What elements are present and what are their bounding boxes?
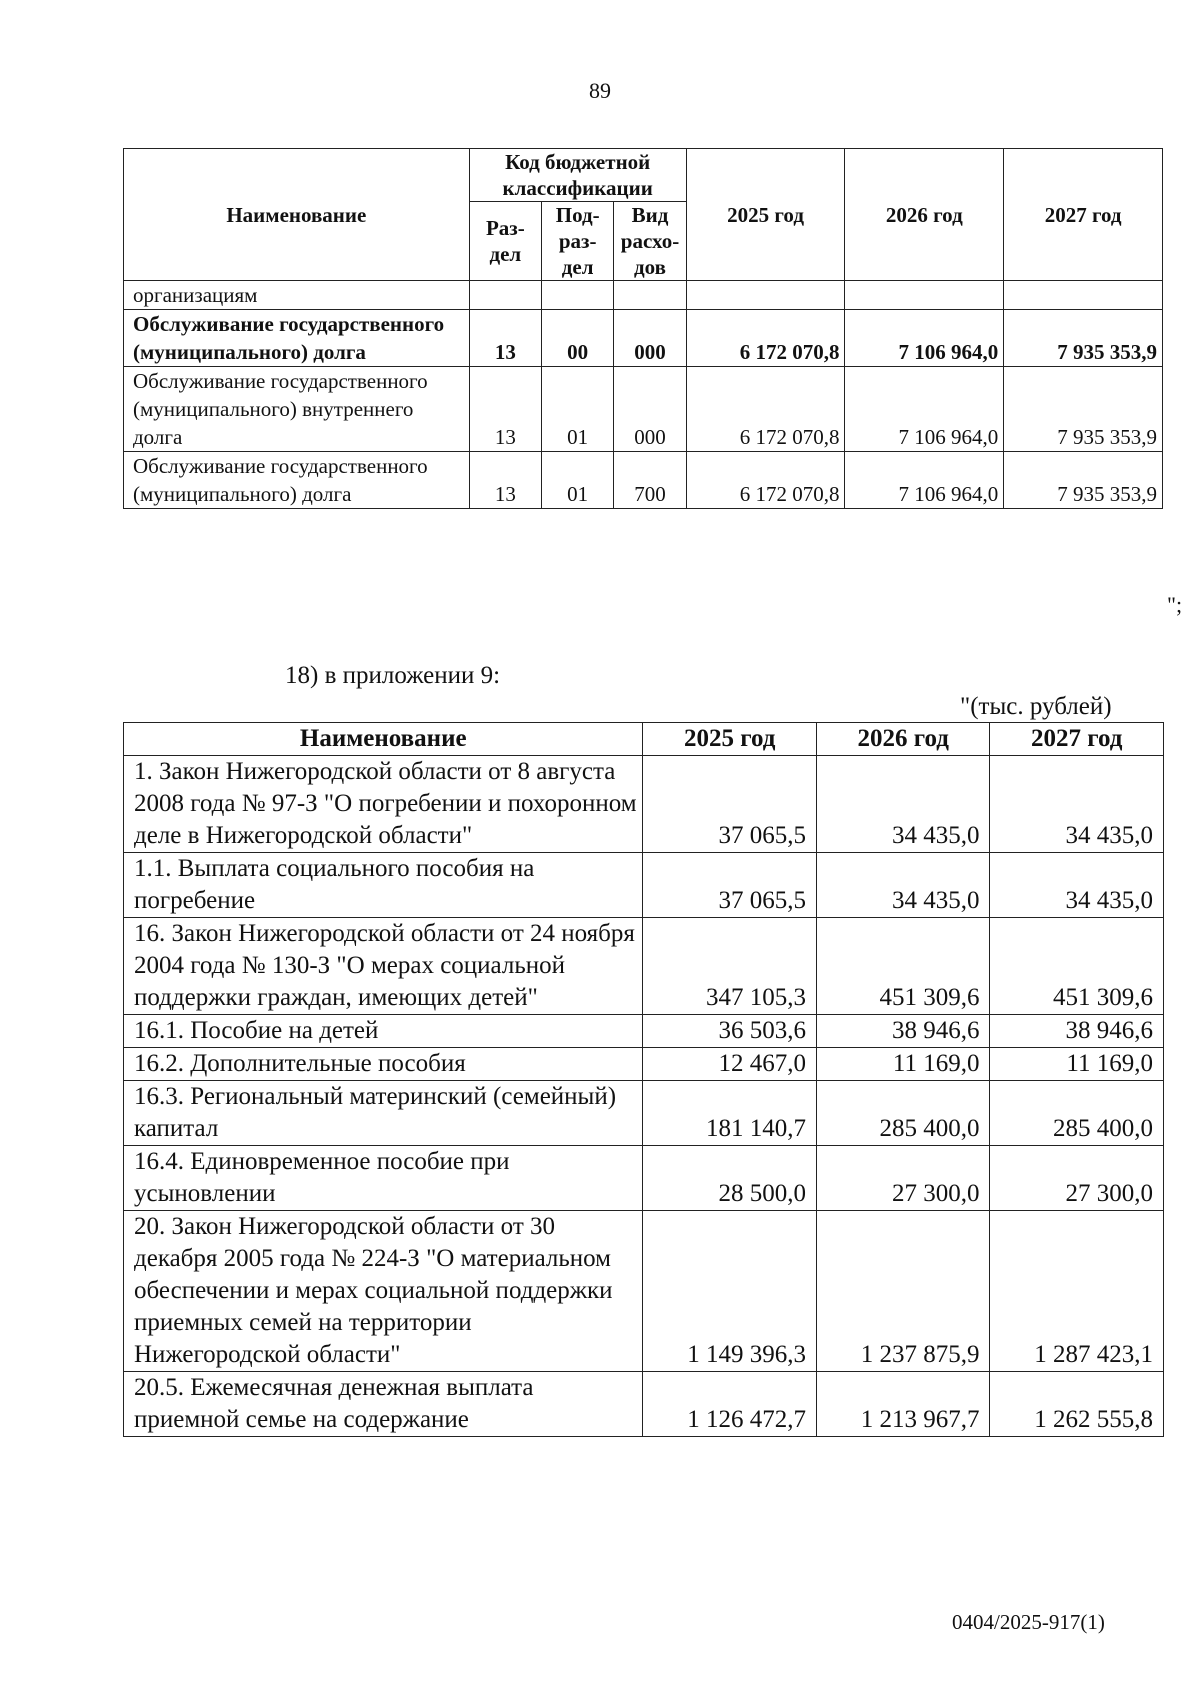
appendix-9-table [123, 722, 1164, 1437]
header-razdel: Раз-дел [469, 202, 541, 281]
header-2025: 2025 год [643, 723, 817, 756]
row-value-2026: 7 106 964,0 [845, 452, 1004, 509]
table-row [124, 452, 1163, 509]
table-row [124, 1372, 1164, 1437]
row-value-2025: 1 126 472,7 [643, 1372, 817, 1437]
header-name: Наименование [124, 149, 470, 281]
row-name: организациям [124, 281, 470, 310]
row-value-2025 [686, 281, 845, 310]
row-value-2025: 37 065,5 [643, 756, 817, 853]
row-podrazdel: 01 [542, 452, 614, 509]
table-row [124, 853, 1164, 918]
table-row [124, 918, 1164, 1015]
header-name: Наименование [124, 723, 643, 756]
header-2027: 2027 год [1004, 149, 1163, 281]
page-number: 89 [589, 78, 611, 103]
row-value-2025: 6 172 070,8 [686, 452, 845, 509]
row-razdel: 13 [469, 452, 541, 509]
row-value-2026: 1 237 875,9 [816, 1211, 990, 1372]
table-row [124, 310, 1163, 367]
row-value-2026: 7 106 964,0 [845, 367, 1004, 452]
row-value-2027: 11 169,0 [990, 1048, 1164, 1081]
row-value-2027: 38 946,6 [990, 1015, 1164, 1048]
row-value-2025: 1 149 396,3 [643, 1211, 817, 1372]
row-razdel: 13 [469, 367, 541, 452]
row-name: 1.1. Выплата социального пособия на погребение [124, 853, 643, 918]
table-row [124, 367, 1163, 452]
row-value-2027: 34 435,0 [990, 756, 1164, 853]
table-row [124, 1015, 1164, 1048]
row-razdel [469, 281, 541, 310]
row-name: Обслуживание государственного (муниципального) внутреннего долга [124, 367, 470, 452]
header-vid: Вид расхо-дов [614, 202, 686, 281]
table-row [124, 756, 1164, 853]
row-value-2026: 34 435,0 [816, 756, 990, 853]
row-value-2027: 451 309,6 [990, 918, 1164, 1015]
row-podrazdel: 01 [542, 367, 614, 452]
row-value-2026: 11 169,0 [816, 1048, 990, 1081]
row-value-2025: 347 105,3 [643, 918, 817, 1015]
row-razdel: 13 [469, 310, 541, 367]
row-name: Обслуживание государственного (муниципального) долга [124, 452, 470, 509]
table-row [124, 1081, 1164, 1146]
row-value-2025: 12 467,0 [643, 1048, 817, 1081]
table-row [124, 1211, 1164, 1372]
header-podrazdel: Под-раз-дел [542, 202, 614, 281]
header-2025: 2025 год [686, 149, 845, 281]
header-2026: 2026 год [845, 149, 1004, 281]
row-value-2027: 285 400,0 [990, 1081, 1164, 1146]
row-value-2027: 1 262 555,8 [990, 1372, 1164, 1437]
row-value-2025: 28 500,0 [643, 1146, 817, 1211]
row-value-2027: 27 300,0 [990, 1146, 1164, 1211]
row-podrazdel [542, 281, 614, 310]
row-value-2025: 181 140,7 [643, 1081, 817, 1146]
row-value-2026: 285 400,0 [816, 1081, 990, 1146]
row-value-2027: 7 935 353,9 [1004, 367, 1163, 452]
budget-classification-table [123, 148, 1163, 509]
row-vid: 000 [614, 310, 686, 367]
document-code: 0404/2025-917(1) [952, 1610, 1105, 1634]
header-2027: 2027 год [990, 723, 1164, 756]
row-value-2027: 1 287 423,1 [990, 1211, 1164, 1372]
row-value-2026: 38 946,6 [816, 1015, 990, 1048]
row-value-2027 [1004, 281, 1163, 310]
row-value-2027: 34 435,0 [990, 853, 1164, 918]
row-vid: 000 [614, 367, 686, 452]
row-value-2026: 34 435,0 [816, 853, 990, 918]
row-value-2026: 451 309,6 [816, 918, 990, 1015]
table-row [124, 1048, 1164, 1081]
unit-label: "(тыс. рублей) [960, 693, 1112, 720]
row-name: 16.1. Пособие на детей [124, 1015, 643, 1048]
row-value-2026: 7 106 964,0 [845, 310, 1004, 367]
row-name: 16.3. Региональный материнский (семейный) капитал [124, 1081, 643, 1146]
header-2026: 2026 год [816, 723, 990, 756]
row-name: Обслуживание государственного (муниципального) долга [124, 310, 470, 367]
table-row [124, 1146, 1164, 1211]
table-row [124, 281, 1163, 310]
row-name: 16.2. Дополнительные пособия [124, 1048, 643, 1081]
row-value-2025: 36 503,6 [643, 1015, 817, 1048]
row-value-2026 [845, 281, 1004, 310]
row-name: 16. Закон Нижегородской области от 24 ноября 2004 года № 130-З "О мерах социальной поддержки граждан, имеющих детей" [124, 918, 643, 1015]
row-value-2027: 7 935 353,9 [1004, 310, 1163, 367]
row-value-2026: 1 213 967,7 [816, 1372, 990, 1437]
row-vid: 700 [614, 452, 686, 509]
row-value-2027: 7 935 353,9 [1004, 452, 1163, 509]
header-code-group: Код бюджетной классификации [469, 149, 686, 202]
row-name: 20. Закон Нижегородской области от 30 декабря 2005 года № 224-З "О материальном обеспечении и мерах социальной поддержки приемных семей на территории Нижегородской области" [124, 1211, 643, 1372]
closing-quote-mark: "; [1167, 592, 1183, 617]
row-name: 20.5. Ежемесячная денежная выплата приемной семье на содержание [124, 1372, 643, 1437]
row-value-2025: 37 065,5 [643, 853, 817, 918]
row-value-2025: 6 172 070,8 [686, 310, 845, 367]
row-value-2025: 6 172 070,8 [686, 367, 845, 452]
row-name: 1. Закон Нижегородской области от 8 августа 2008 года № 97-З "О погребении и похоронном деле в Нижегородской области" [124, 756, 643, 853]
intro-paragraph: 18) в приложении 9: [285, 662, 501, 689]
row-name: 16.4. Единовременное пособие при усыновлении [124, 1146, 643, 1211]
row-value-2026: 27 300,0 [816, 1146, 990, 1211]
row-podrazdel: 00 [542, 310, 614, 367]
row-vid [614, 281, 686, 310]
